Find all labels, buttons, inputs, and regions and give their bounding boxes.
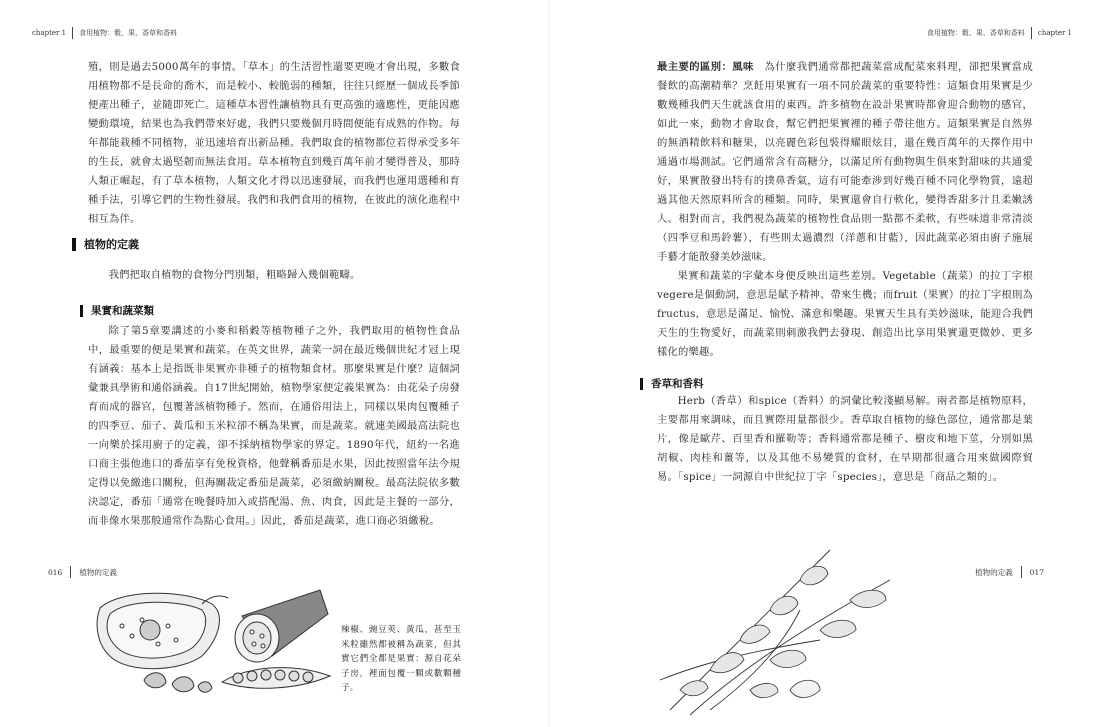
running-head-divider — [72, 27, 73, 39]
herbs-heading-text: 香草和香料 — [651, 378, 704, 390]
herb-leaves — [680, 566, 886, 697]
section-heading-text: 植物的定義 — [84, 238, 139, 251]
subsection-heading-text: 果實和蔬菜類 — [91, 305, 154, 317]
running-head-right — [927, 27, 1072, 39]
running-head-chapter: chapter 1 — [1037, 29, 1072, 37]
intro-paragraph-block — [88, 58, 460, 229]
page-number: 016 — [48, 567, 63, 577]
page-number: 017 — [1029, 567, 1044, 577]
heading-marker — [640, 378, 643, 390]
section-intro-block — [88, 266, 460, 285]
herbs-paragraph: Herb（香草）和spice（香料）的詞彙比較淺顯易解。兩者都是植物原料，主要都用來調味，而且實際用量都很少。香草取自植物的綠色部位，通常都是葉片，像是歐芹、百里香和羅勒等；香料通常都是種子、樹皮和地下莖，分別如黑胡椒、肉桂和薑等，以及其他不易變質的食材，在早期都很適合用來做國際貿易。「spice」一詞源自中世紀拉丁字「species」，意思是「商品之類的」。 — [657, 395, 1033, 483]
heading-marker — [80, 305, 83, 317]
pea-pod-drawing — [222, 668, 330, 689]
folio-divider — [70, 566, 71, 578]
heading-marker — [72, 238, 76, 251]
running-head-left — [32, 27, 177, 39]
folio-title: 植物的定義 — [79, 567, 117, 577]
illustration-caption: 辣椒、豌豆莢、黃瓜，甚至玉米粒雖然都被稱為蔬菜，但其實它們全都是果實：源自花朵子房，裡面包覆一顆或數顆種子。 — [341, 625, 461, 694]
section-intro: 我們把取自植物的食物分門別類，粗略歸入幾個範疇。 — [108, 269, 361, 281]
folio-title: 植物的定義 — [975, 567, 1013, 577]
corn-kernels-drawing — [144, 673, 212, 693]
section-heading-herbs — [640, 376, 704, 391]
herbs-text-block — [657, 392, 1033, 487]
folio-divider — [1021, 566, 1022, 578]
running-head-divider — [1031, 27, 1032, 39]
flavor-text: 為什麼我們通常都把蔬菜當成配菜來料理，卻把果實當成餐飲的高潮精華？烹飪用果實有一項不同於蔬菜的重要特性：這類食用果實是少數幾種我們天生就該食用的東西。許多植物在設計果實時都會迎合動物的感官，如此一來，動物才會取食，幫它們把果實裡的種子帶往他方。這類果實是自然界的無酒精飲料和糖果，以亮麗色彩包裝得耀眼炫目，還在幾百萬年的天擇作用中通過市場測試。它們通常含有高糖分，以滿足所有動物與生俱來對甜味的共通愛好，果實散發出特有的撲鼻香氣，這有可能牽涉到好幾百種不同化學物質，遠超過其他天然原料所含的種類。同時，果實還會自行軟化，變得香甜多汁且柔嫩誘人。相對而言，我們視為蔬菜的植物性食品則一點都不柔軟，有些味道非常清淡（四季豆和馬鈴薯），有些則太過濃烈（洋蔥和甘藍），因此蔬菜必須由廚子施展手藝才能散發美妙滋味。 — [657, 61, 1033, 263]
pepper-drawing — [97, 593, 228, 668]
subsection-text-block — [88, 322, 460, 531]
flavor-lead: 最主要的區別：風味 — [657, 61, 754, 73]
folio-left — [48, 566, 117, 578]
cucumber-drawing — [235, 590, 328, 662]
subsection-paragraph: 除了第5章要講述的小麥和稻穀等植物種子之外，我們取用的植物性食品中，最重要的便是果實和蔬菜。在英文世界，蔬菜一詞在最近幾個世紀才冠上現有涵義：基本上是指既非果實亦非種子的植物類食材。那麼果實是什麼？這個詞彙兼具學術和通俗涵義。自17世紀開始，植物學家便定義果實為：由花朵子房發育而成的器官，包覆著該植物種子。然而，在通俗用法上，同樣以果肉包覆種子的四季豆、茄子、黃瓜和玉米粒卻不稱為果實，而是蔬菜。就連美國最高法院也一向樂於採用廚子的定義，卻不採納植物學家的界定。1890年代，紐約一名進口商主張他進口的番茄享有免稅資格，他聲稱番茄是水果，因此按照當年法今規定得以免繳進口關稅，但海關裁定番茄是蔬菜，必須繳納關稅。最高法院依多數決認定，番茄「通常在晚餐時加入或搭配湯、魚、肉食，因此是主餐的一部分，而非像水果那般通常作為點心食用。」因此，番茄是蔬菜，進口商必須繳稅。 — [88, 325, 460, 527]
vegetables-illustration — [92, 586, 332, 706]
herbs-illustration — [650, 520, 910, 720]
running-head-chapter: chapter 1 — [32, 29, 67, 37]
folio-right — [975, 566, 1044, 578]
running-head-title: 食用植物：穀、果、香草和香料 — [79, 29, 178, 37]
section-heading-definition — [72, 236, 139, 252]
subsection-heading-fruit-veg — [80, 303, 154, 318]
running-head-title: 食用植物：穀、果、香草和香料 — [926, 29, 1025, 37]
flavor-paragraph — [657, 58, 1033, 267]
intro-paragraph: 殖，則是過去5000萬年的事情。「草本」的生活習性還要更晚才會出現，多數食用植物都不是長命的喬木，而是較小、較脆弱的種類，往往只經歷一個成長季節便產出種子，並隨即死亡。這種草本習性讓植物具有更高強的適應性，更能因應變動環境，結果也為我們帶來好處，我們只要幾個月時間便能有成熟的作物。每年都能栽種不同植物，並迅速培育出新品種。我們取食的植物都位若得承受多年的生長，就會太過堅韌而無法食用。草本植物直到幾百萬年前才變得普及，那時人類正崛起，有了草本植物，人類文化才得以迅速發展，而我們也運用選種和育種手法，引導它們的生物性發展。我們和我們食用的植物，在彼此的演化進程中相互為伴。 — [88, 61, 460, 225]
etymology-paragraph: 果實和蔬菜的字彙本身便反映出這些差別。Vegetable（蔬菜）的拉丁字根vegere是個動詞，意思是賦予精神、帶來生機；而fruit（果實）的拉丁字根則為fructus，意思是滿足、愉悅、滿意和樂趣。果實天生具有美妙滋味，能迎合我們天生的生物愛好，而蔬菜則刺激我們去發現、創造出比享用果實還更微妙、更多樣化的樂趣。 — [657, 270, 1033, 358]
flavor-paragraph-block — [657, 58, 1033, 362]
right-page — [550, 0, 1100, 727]
